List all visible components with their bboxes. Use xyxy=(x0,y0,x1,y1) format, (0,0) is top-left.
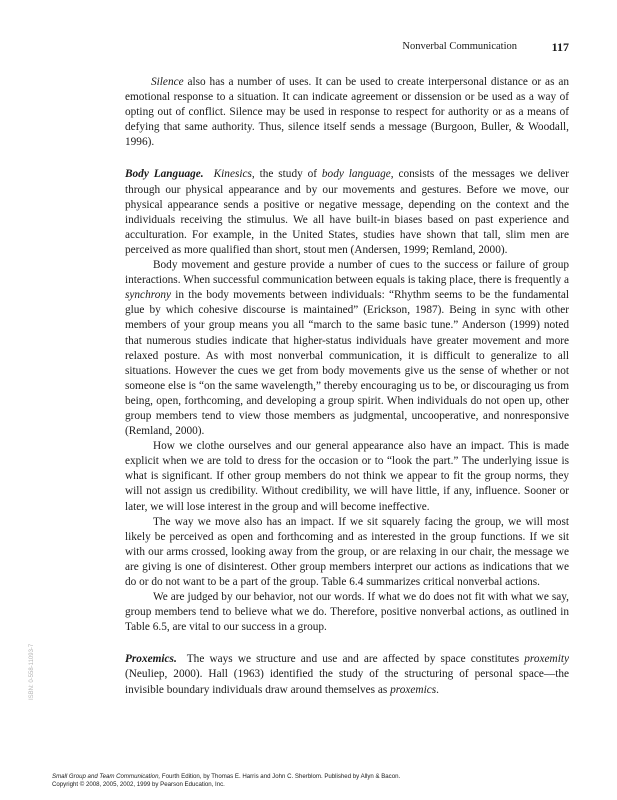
term-body-language: body language, xyxy=(321,168,394,181)
copyright-footer xyxy=(52,773,400,789)
term-kinesics: Kinesics, xyxy=(213,168,255,181)
paragraph-behavior: We are judged by our behavior, not our words. If what we do does not fit with what we say, group members tend to believe what we do. Therefore, positive nonverbal actions, as outlined in Table 6.5, are vital to our success in a group. xyxy=(125,591,569,634)
page-number: 117 xyxy=(551,40,569,54)
paragraph-movement: The way we move also has an impact. If we sit squarely facing the group, we will most likely be perceived as open and forthcoming and as interested in the group functions. If we sit with our arms crossed, looking away from the group, or are relaxing in our chair, the message we are giving is one of disinterest. Other group members interpret our actions as indications that we do or do not want to be a part of the group. Table 6.4 summarizes critical nonverbal actions. xyxy=(125,515,569,588)
paragraph-proxemics: Proxemics. The ways we structure and use and are affected by space constitutes proxemity (Neuliep, 2000). Hall (1963) identified the study of the structuring of personal space—the invisible boundary individuals draw around themselves as proxemics. xyxy=(125,653,569,696)
running-title: Nonverbal Communication xyxy=(402,41,517,52)
term-synchrony: synchrony xyxy=(125,289,172,302)
term-proxemics: proxemics xyxy=(390,683,437,696)
page-body xyxy=(125,75,569,698)
isbn-watermark: ISBN: 0-558-11093-7 xyxy=(29,643,35,700)
paragraph-clothing: How we clothe ourselves and our general appearance also have an impact. This is made explicit when we are told to dress for the occasion or to “look the part.” The underlying issue is what is significant. If other group members do not think we appear to fit the group norms, they will not assign us credibility. Without credibility, we will have little, if any, influence. Sooner or later, we will lose interest in the group and will become ineffective. xyxy=(125,440,569,513)
term-proxemity: proxemity xyxy=(524,653,569,666)
paragraph-silence: Silence also has a number of uses. It can be used to create interpersonal distance or as an emotional response to a situation. It can indicate agreement or dissension or be used as a way of opting out of conflict. Silence may be used in response to respect for authority or as a means of defying that same authority. Thus, silence itself sends a message (Burgoon, Buller, & Woodall, 1996). xyxy=(125,76,569,149)
section-heading-body-language: Body Language. xyxy=(125,168,204,181)
footer-line-1: Small Group and Team Communication, Fourth Edition, by Thomas E. Harris and John C. Sherblom. Published by Allyn & Bacon. xyxy=(52,773,401,780)
section-heading-proxemics: Proxemics. xyxy=(125,653,177,666)
term-silence: Silence xyxy=(151,76,184,88)
footer-book-title: Small Group and Team Communication, xyxy=(52,773,161,780)
running-header xyxy=(125,40,569,56)
paragraph-body-language: Body Language. Kinesics, the study of body language, consists of the messages we deliver through our physical appearance and by our movements and gestures. Before we move, our physical appearance sends a positive or negative message, depending on the context and the individuals receiving the stimulus. We all have built-in biases based on past experience and acculturation. For example, in the United States, studies have shown that tall, slim men are perceived as more qualified than short, stout men (Andersen, 1999; Remland, 2000). xyxy=(125,168,570,256)
footer-line-2: Copyright © 2008, 2005, 2002, 1999 by Pearson Education, Inc. xyxy=(52,781,225,788)
paragraph-body-movement: Body movement and gesture provide a number of cues to the success or failure of group interactions. When successful communication between equals is taking place, there is frequently a synchrony in the body movements between individuals: “Rhythm seems to be the fundamental glue by which cohesive discourse is maintained” (Erickson, 1987). Being in sync with other members of your group means you all “march to the same basic tune.” Anderson (1999) noted that numerous studies indicate that higher-status individuals have greater movement and more relaxed posture. As with most nonverbal communication, it is difficult to generalize to all situations. However the cues we get from body movements give us the sense of whether or not someone else is “on the same wavelength,” thereby encouraging us to be, or discouraging us from being, open, forthcoming, and developing a group spirit. When individuals do not open up, other group members tend to view those members as judgmental, uncooperative, and nonresponsive (Remland, 2000). xyxy=(125,259,569,438)
